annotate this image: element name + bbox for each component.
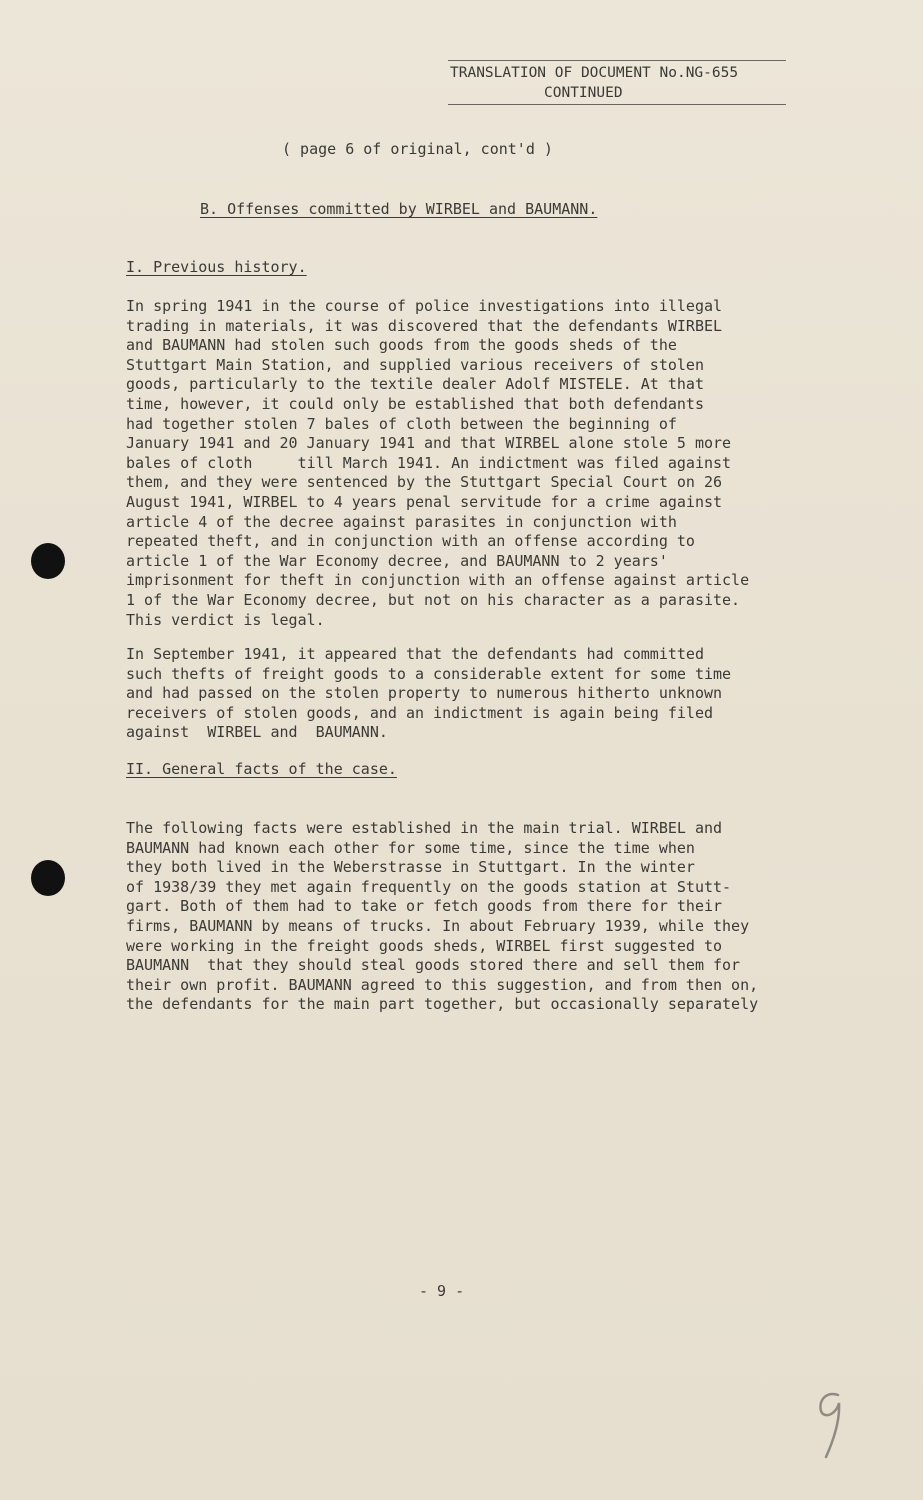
original-page-reference: ( page 6 of original, cont'd ): [282, 140, 553, 158]
page-number: - 9 -: [419, 1282, 465, 1300]
handwritten-page-mark: [812, 1385, 852, 1469]
header-title: TRANSLATION OF DOCUMENT No.NG-655: [450, 65, 739, 81]
document-header: [448, 60, 786, 105]
punch-hole-upper: [31, 543, 65, 579]
section-title: B. Offenses committed by WIRBEL and BAUMANN.: [200, 200, 598, 218]
paragraph-general-facts-1: The following facts were established in the main trial. WIRBEL and BAUMANN had known each other for some time, since the time when they both lived in the Weberstrasse in Stuttgart. In the winter of 1938/39 they met again frequently on the goods station at Stutt- gart. Both of them had to take or fetch goods from there for their firms, BAUMANN by means of trucks. In about February 1939, while they were working in the freight goods sheds, WIRBEL first suggested to BAUMANN that they should steal goods stored there and sell them for their own profit. BAUMANN agreed to this suggestion, and from then on, the defendants for the main part together, but occasionally separately: [126, 819, 759, 1014]
heading-previous-history: I. Previous history.: [126, 258, 307, 276]
paragraph-previous-history-2: In September 1941, it appeared that the defendants had committed such thefts of freight goods to a considerable extent for some time and had passed on the stolen property to numerous hitherto unknown receivers of stolen goods, and an indictment is again being filed against WIRBEL and BAUMANN.: [126, 645, 732, 742]
punch-hole-lower: [31, 860, 65, 896]
heading-general-facts: II. General facts of the case.: [126, 760, 397, 778]
paragraph-previous-history-1: In spring 1941 in the course of police investigations into illegal trading in materials, it was discovered that the defendants WIRBEL and BAUMANN had stolen such goods from the goods sheds of the Stuttgart Main Station, and supplied various receivers of stolen goods, particularly to the textile dealer Adolf MISTELE. At that time, however, it could only be established that both defendants had together stolen 7 bales of cloth between the beginning of January 1941 and 20 January 1941 and that WIRBEL alone stole 5 more bales of cloth till March 1941. An indictment was filed against them, and they were sentenced by the Stuttgart Special Court on 26 August 1941, WIRBEL to 4 years penal servitude for a crime against article 4 of the decree against parasites in conjunction with repeated theft, and in conjunction with an offense according to article 1 of the War Economy decree, and BAUMANN to 2 years' imprisonment for theft in conjunction with an offense against article 1 of the War Economy decree, but not on his character as a parasite. This verdict is legal.: [126, 297, 750, 629]
header-continued: CONTINUED: [544, 85, 623, 101]
